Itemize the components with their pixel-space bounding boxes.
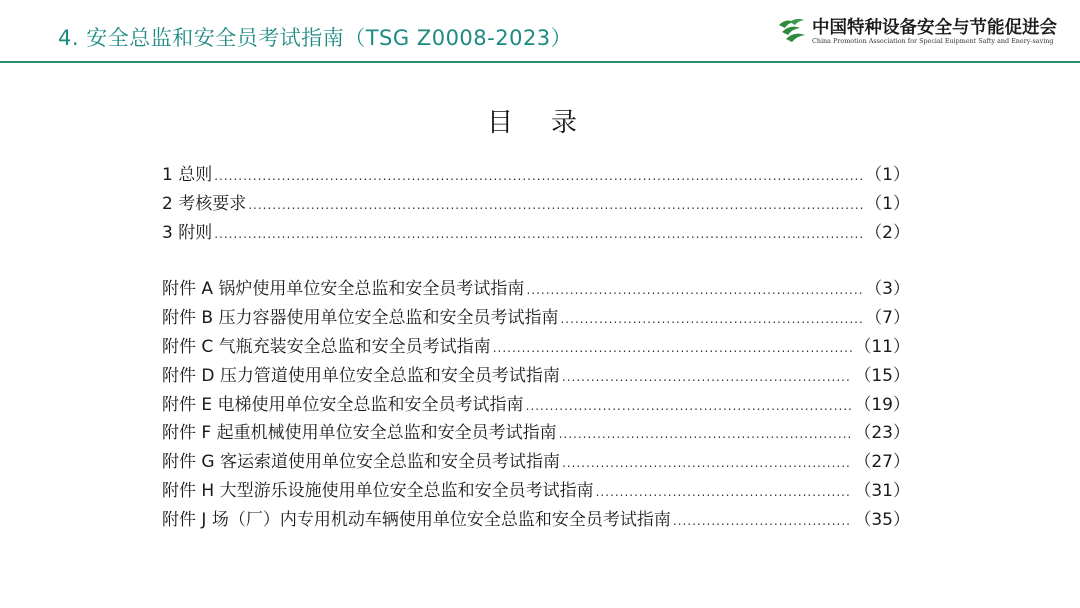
header-divider bbox=[0, 61, 1080, 63]
toc-appendix-entry bbox=[162, 476, 910, 505]
toc-entry-label: 附件 D 压力管道使用单位安全总监和安全员考试指南 bbox=[162, 365, 560, 386]
toc-leader-dots bbox=[248, 198, 863, 212]
toc-appendix-entry bbox=[162, 332, 910, 361]
toc-entry bbox=[162, 218, 910, 247]
toc-appendix-entry bbox=[162, 274, 910, 303]
toc-entry-page: （3） bbox=[865, 279, 910, 300]
toc-appendix-entry bbox=[162, 303, 910, 332]
toc-leader-dots bbox=[560, 312, 863, 326]
association-name-en: China Promotion Association for Special Euipment Safty and Enery-saving bbox=[812, 37, 1054, 45]
toc-entry-page: （11） bbox=[854, 336, 910, 357]
toc-entry-label: 附件 G 客运索道使用单位安全总监和安全员考试指南 bbox=[162, 452, 560, 473]
toc-entry-label: 2 考核要求 bbox=[162, 193, 247, 214]
toc-entry-label: 附件 E 电梯使用单位安全总监和安全员考试指南 bbox=[162, 394, 524, 415]
toc-entry-page: （7） bbox=[865, 308, 910, 329]
toc-leader-dots bbox=[673, 514, 853, 528]
toc-entry bbox=[162, 189, 910, 218]
toc-leader-dots bbox=[562, 456, 852, 470]
toc-entry-page: （1） bbox=[865, 193, 910, 214]
toc-leader-dots bbox=[596, 485, 853, 499]
toc-entry bbox=[162, 160, 910, 189]
toc-entry-label: 附件 C 气瓶充装安全总监和安全员考试指南 bbox=[162, 336, 491, 357]
toc-entry-label: 附件 H 大型游乐设施使用单位安全总监和安全员考试指南 bbox=[162, 480, 594, 501]
association-name-cn: 中国特种设备安全与节能促进会 bbox=[812, 18, 1057, 38]
toc-entry-page: （2） bbox=[865, 222, 910, 243]
toc-entry-page: （1） bbox=[865, 165, 910, 185]
association-logo bbox=[776, 14, 1068, 50]
toc-leader-dots bbox=[526, 399, 853, 413]
toc-leader-dots bbox=[493, 341, 853, 355]
toc-section-gap bbox=[162, 246, 910, 274]
table-of-contents bbox=[162, 160, 910, 534]
toc-entry-label: 1 总则 bbox=[162, 165, 213, 185]
association-logo-icon bbox=[776, 16, 808, 46]
toc-leader-dots bbox=[526, 283, 863, 297]
toc-entry-label: 附件 F 起重机械使用单位安全总监和安全员考试指南 bbox=[162, 423, 557, 444]
toc-appendix-entry bbox=[162, 361, 910, 390]
toc-leader-dots bbox=[214, 227, 863, 241]
toc-entry-label: 附件 A 锅炉使用单位安全总监和安全员考试指南 bbox=[162, 279, 525, 300]
toc-entry-label: 3 附则 bbox=[162, 222, 213, 243]
toc-heading: 目录 bbox=[487, 108, 616, 138]
slide-header bbox=[0, 0, 1080, 64]
toc-entry-label: 附件 J 场（厂）内专用机动车辆使用单位安全总监和安全员考试指南 bbox=[162, 509, 671, 530]
toc-entry-page: （31） bbox=[854, 480, 910, 501]
toc-entry-label: 附件 B 压力容器使用单位安全总监和安全员考试指南 bbox=[162, 308, 559, 329]
toc-appendix-entry bbox=[162, 390, 910, 419]
toc-entry-page: （27） bbox=[854, 452, 910, 473]
toc-entry-page: （23） bbox=[854, 423, 910, 444]
toc-entry-page: （15） bbox=[854, 365, 910, 386]
toc-entry-page: （35） bbox=[854, 509, 910, 530]
toc-appendix-entry bbox=[162, 447, 910, 476]
toc-leader-dots bbox=[214, 169, 863, 183]
toc-leader-dots bbox=[562, 370, 852, 384]
toc-leader-dots bbox=[559, 427, 853, 441]
toc-appendix-entry bbox=[162, 505, 910, 534]
toc-entry-page: （19） bbox=[854, 394, 910, 415]
slide-title: 4. 安全总监和安全员考试指南（TSG Z0008-2023） bbox=[58, 26, 573, 50]
toc-appendix-entry bbox=[162, 418, 910, 447]
